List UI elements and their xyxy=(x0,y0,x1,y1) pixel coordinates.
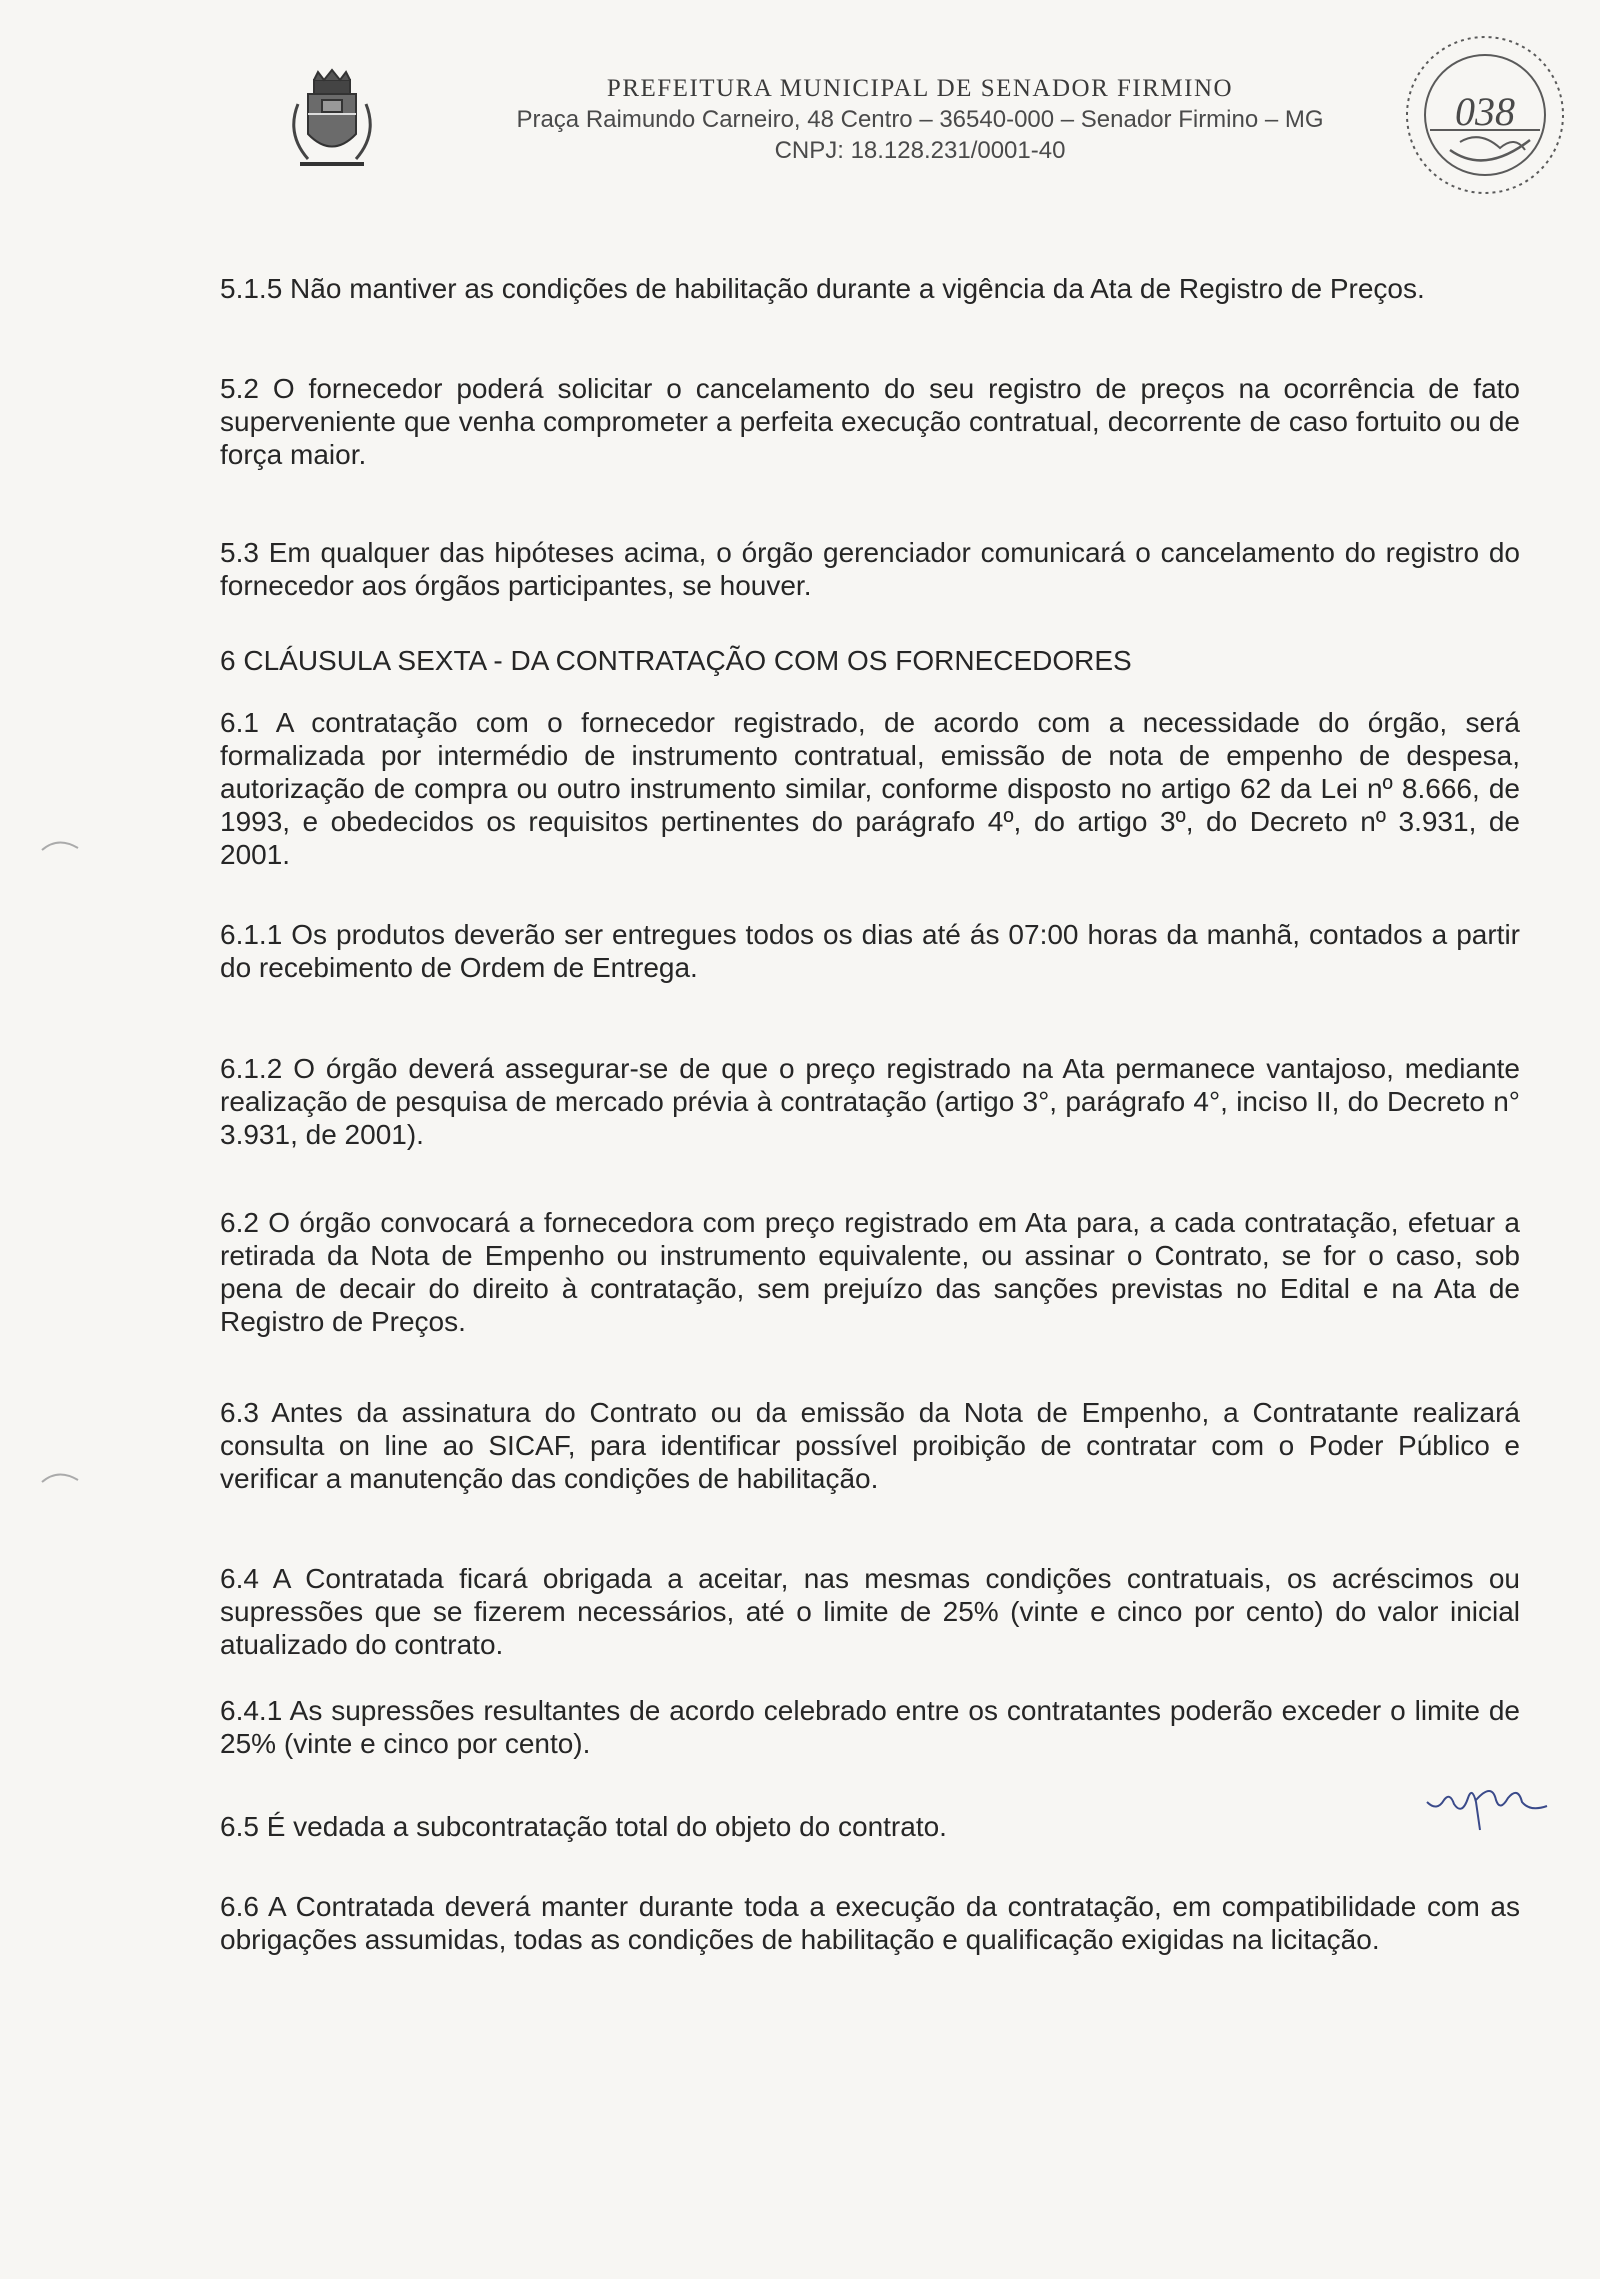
clause-5-1-5: 5.1.5 Não mantiver as condições de habilitação durante a vigência da Ata de Registro de Preços. xyxy=(220,273,1425,304)
margin-mark xyxy=(40,830,80,860)
clause-6-4-1: 6.4.1 As supressões resultantes de acordo celebrado entre os contratantes poderão exceder o limite de 25% (vinte e cinco por cento). xyxy=(220,1695,1520,1759)
section-heading-6: 6 CLÁUSULA SEXTA - DA CONTRATAÇÃO COM OS FORNECEDORES xyxy=(220,645,1132,676)
margin-mark xyxy=(40,1462,80,1492)
clause-6-1: 6.1 A contratação com o fornecedor registrado, de acordo com a necessidade do órgão, será formalizada por intermédio de instrumento contratual, emissão de nota de empenho de despesa, autorização de compra ou outro instrumento similar, conforme disposto no artigo 62 da Lei nº 8.666, de 1993, e obedecidos os requisitos pertinentes do parágrafo 4º, do artigo 3º, do Decreto nº 3.931, de 2001. xyxy=(220,707,1520,870)
clause-6-1-1: 6.1.1 Os produtos deverão ser entregues todos os dias até ás 07:00 horas da manhã, contados a partir do recebimento de Ordem de Entrega. xyxy=(220,919,1520,983)
handwritten-signature xyxy=(1422,1772,1552,1832)
clause-6-4: 6.4 A Contratada ficará obrigada a aceitar, nas mesmas condições contratuais, os acréscimos ou supressões que se fizerem necessários, até o limite de 25% (vinte e cinco por cento) do valor inicial atualizado do contrato. xyxy=(220,1563,1520,1660)
clause-6-5: 6.5 É vedada a subcontratação total do objeto do contrato. xyxy=(220,1811,947,1842)
stamp-page-number: 038 xyxy=(1455,89,1515,134)
clause-5-2: 5.2 O fornecedor poderá solicitar o cancelamento do seu registro de preços na ocorrência de fato superveniente que venha comprometer a perfeita execução contratual, decorrente de caso fortuito ou de força maior. xyxy=(220,373,1520,470)
municipality-cnpj: CNPJ: 18.128.231/0001-40 xyxy=(774,137,1066,164)
clause-6-6: 6.6 A Contratada deverá manter durante toda a execução da contratação, em compatibilidade com as obrigações assumidas, todas as condições de habilitação e qualificação exigidas na licitação. xyxy=(220,1891,1520,1955)
letterhead xyxy=(440,74,1400,166)
clause-6-3: 6.3 Antes da assinatura do Contrato ou da emissão da Nota de Empenho, a Contratante realizará consulta on line ao SICAF, para identificar possível proibição de contratar com o Poder Público e verificar a manutenção das condições de habilitação. xyxy=(220,1397,1520,1494)
clause-6-2: 6.2 O órgão convocará a fornecedora com preço registrado em Ata para, a cada contratação, efetuar a retirada da Nota de Empenho ou instrumento equivalente, ou assinar o Contrato, se for o caso, sob pena de decair do direito à contratação, sem prejuízo das sanções previstas no Edital e na Ata de Registro de Preços. xyxy=(220,1207,1520,1337)
clause-5-3: 5.3 Em qualquer das hipóteses acima, o órgão gerenciador comunicará o cancelamento do registro do fornecedor aos órgãos participantes, se houver. xyxy=(220,537,1520,601)
page-number-stamp xyxy=(1390,30,1580,200)
municipality-name: PREFEITURA MUNICIPAL DE SENADOR FIRMINO xyxy=(606,75,1234,102)
clause-6-1-2: 6.1.2 O órgão deverá assegurar-se de que o preço registrado na Ata permanece vantajoso, mediante realização de pesquisa de mercado prévia à contratação (artigo 3°, parágrafo 4°, inciso II, do Decreto n° 3.931, de 2001). xyxy=(220,1053,1520,1150)
municipal-crest-logo xyxy=(278,64,386,184)
municipality-address: Praça Raimundo Carneiro, 48 Centro – 36540-000 – Senador Firmino – MG xyxy=(516,106,1324,133)
